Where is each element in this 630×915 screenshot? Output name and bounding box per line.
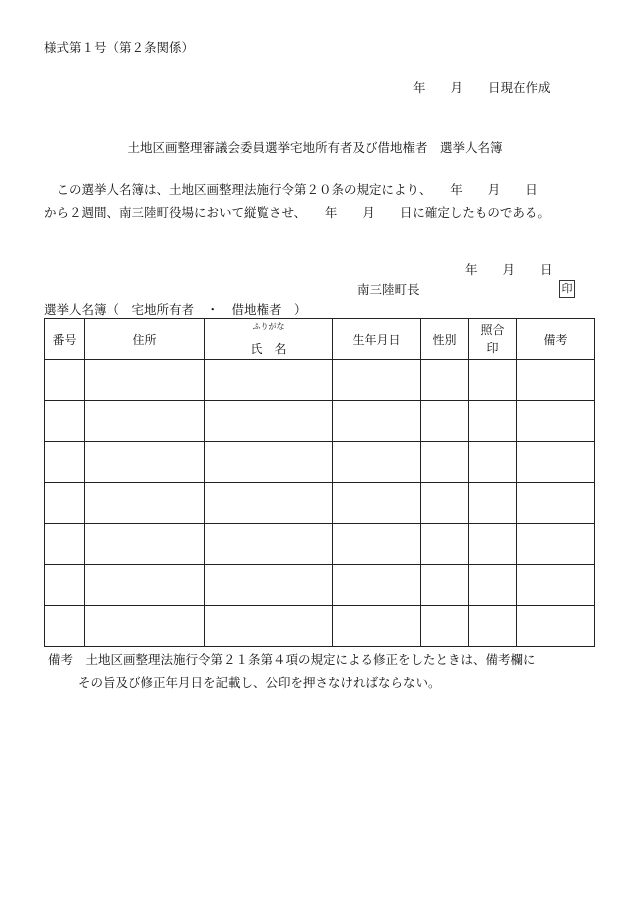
table-row <box>45 483 595 524</box>
birthdate-cell <box>333 565 421 606</box>
number-cell <box>45 360 85 401</box>
remarks-cell <box>517 401 595 442</box>
birthdate-cell <box>333 360 421 401</box>
body-text-line-1: この選挙人名簿は、土地区画整理法施行令第２０条の規定により、 年 月 日 <box>44 182 538 197</box>
header-name <box>205 319 333 360</box>
remarks-cell <box>517 442 595 483</box>
header-name-label: 氏 名 <box>250 341 287 356</box>
seal-cell <box>469 565 517 606</box>
gender-cell <box>421 606 469 647</box>
table-row <box>45 401 595 442</box>
date-created-line: 年 月 日現在作成 <box>413 80 551 95</box>
address-cell <box>85 483 205 524</box>
gender-cell <box>421 442 469 483</box>
number-cell <box>45 524 85 565</box>
number-cell <box>45 606 85 647</box>
header-seal-line-1: 照合 <box>480 323 505 337</box>
number-cell <box>45 442 85 483</box>
table-header-row <box>45 319 595 360</box>
seal-cell <box>469 483 517 524</box>
birthdate-cell <box>333 606 421 647</box>
address-cell <box>85 565 205 606</box>
gender-cell <box>421 524 469 565</box>
birthdate-cell <box>333 401 421 442</box>
seal-cell <box>469 442 517 483</box>
header-birthdate: 生年月日 <box>333 319 421 360</box>
address-cell <box>85 401 205 442</box>
body-text-line-2: から２週間、南三陸町役場において縦覧させ、 年 月 日に確定したものである。 <box>44 205 550 220</box>
note-line-1: 備考 土地区画整理法施行令第２１条第４項の規定による修正をしたときは、備考欄に <box>48 652 536 667</box>
remarks-cell <box>517 483 595 524</box>
gender-cell <box>421 401 469 442</box>
seal-mark: 印 <box>559 280 575 298</box>
header-address: 住所 <box>85 319 205 360</box>
remarks-cell <box>517 606 595 647</box>
name-cell <box>205 360 333 401</box>
name-cell <box>205 401 333 442</box>
gender-cell <box>421 483 469 524</box>
header-number: 番号 <box>45 319 85 360</box>
seal-cell <box>469 401 517 442</box>
name-cell <box>205 606 333 647</box>
address-cell <box>85 442 205 483</box>
remarks-cell <box>517 565 595 606</box>
signature-date: 年 月 日 <box>465 262 553 277</box>
table-row <box>45 565 595 606</box>
gender-cell <box>421 360 469 401</box>
table-row <box>45 360 595 401</box>
number-cell <box>45 401 85 442</box>
name-cell <box>205 565 333 606</box>
seal-cell <box>469 524 517 565</box>
seal-cell <box>469 360 517 401</box>
table-row <box>45 524 595 565</box>
note-line-2: その旨及び修正年月日を記載し、公印を押さなければならない。 <box>78 675 441 690</box>
birthdate-cell <box>333 524 421 565</box>
name-cell <box>205 483 333 524</box>
header-remarks: 備考 <box>517 319 595 360</box>
mayor-title: 南三陸町長 <box>357 282 420 297</box>
form-number: 様式第１号（第２条関係） <box>44 40 195 55</box>
voter-roster-table <box>44 318 595 647</box>
gender-cell <box>421 565 469 606</box>
birthdate-cell <box>333 442 421 483</box>
remarks-cell <box>517 524 595 565</box>
name-cell <box>205 524 333 565</box>
header-furigana: ふりがな <box>252 321 285 331</box>
document-title: 土地区画整理審議会委員選挙宅地所有者及び借地権者 選挙人名簿 <box>127 140 503 155</box>
number-cell <box>45 565 85 606</box>
table-body <box>45 360 595 647</box>
header-seal <box>469 319 517 360</box>
name-cell <box>205 442 333 483</box>
header-seal-line-2: 印 <box>486 341 499 355</box>
header-gender: 性別 <box>421 319 469 360</box>
address-cell <box>85 524 205 565</box>
birthdate-cell <box>333 483 421 524</box>
remarks-cell <box>517 360 595 401</box>
address-cell <box>85 360 205 401</box>
table-row <box>45 606 595 647</box>
seal-cell <box>469 606 517 647</box>
number-cell <box>45 483 85 524</box>
table-row <box>45 442 595 483</box>
roster-label: 選挙人名簿（ 宅地所有者 ・ 借地権者 ） <box>44 302 307 317</box>
address-cell <box>85 606 205 647</box>
